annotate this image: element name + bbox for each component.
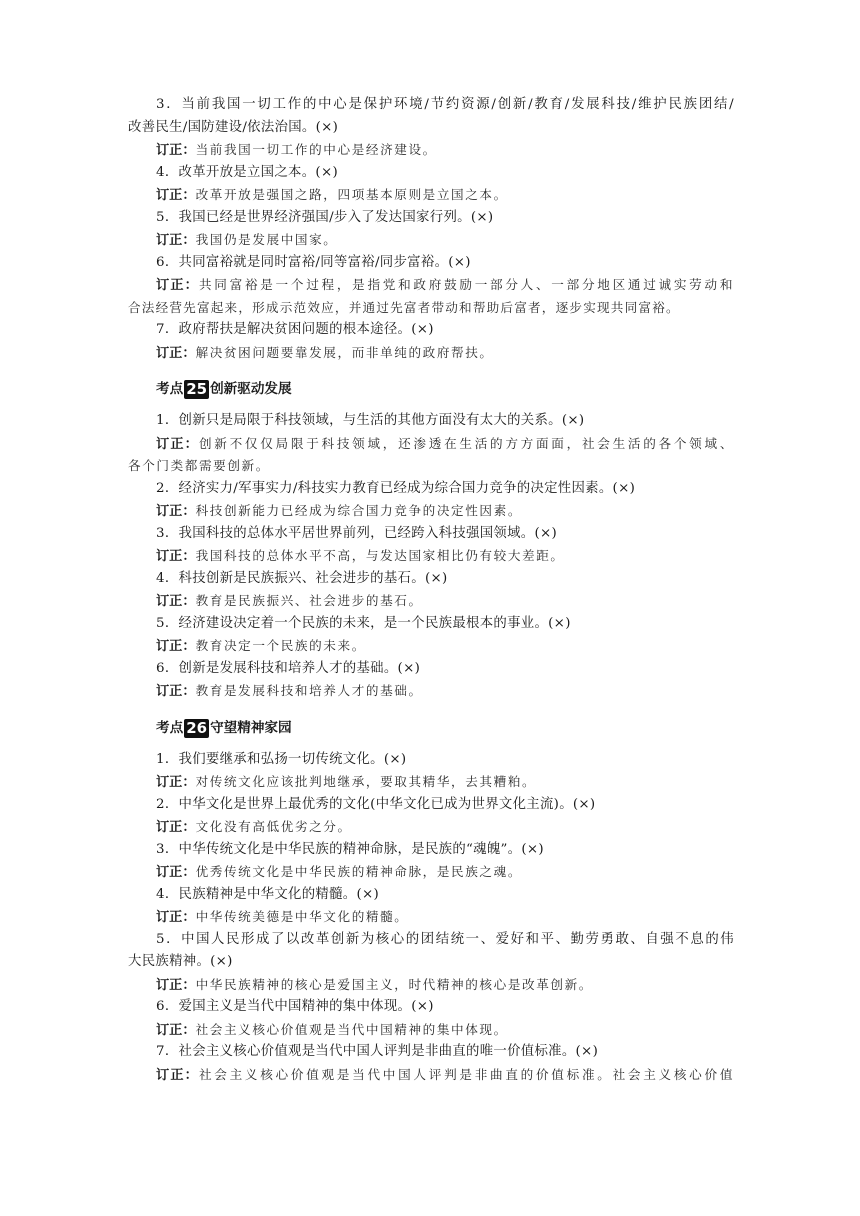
correction-2: 订正：科技创新能力已经成为综合国力竞争的决定性因素。 [156,503,523,519]
correction-label: 订正： [156,345,196,361]
document-page [128,94,734,1086]
correction-4: 订正：改革开放是强国之路，四项基本原则是立国之本。 [156,187,508,203]
question-4: 4．科技创新是民族振兴、社会进步的基石。(×) [156,570,448,586]
question-2: 2．中华文化是世界上最优秀的文化(中华文化已成为世界文化主流)。(×) [156,796,596,812]
question-1: 1．我们要继承和弘扬一切传统文化。(×) [156,751,407,767]
correction-1: 订正：对传统文化应该批判地继承，要取其精华，去其糟粕。 [156,774,537,790]
correction-label: 订正： [156,278,199,293]
correction-label: 订正： [156,1067,199,1083]
correction-label: 订正： [156,233,196,248]
question-3: 3．当前我国一切工作的中心是保护环境/节约资源/创新/教育/发展科技/维护民族团结/ [156,97,734,112]
correction-7: 订正：社会主义核心价值观是当代中国人评判是非曲直的价值标准。社会主义核心价值 [156,1066,734,1083]
section-heading-26: 考点 26 守望精神家园 [156,718,292,737]
correction-5: 订正：教育决定一个民族的未来。 [156,638,366,654]
section-continued [128,94,734,364]
correction-label: 订正： [156,775,196,790]
correction-4: 订正：教育是民族振兴、社会进步的基石。 [156,593,423,609]
correction-6: 订正：社会主义核心价值观是当代中国精神的集中体现。 [156,1021,508,1038]
correction-7: 订正：解决贫困问题要靠发展，而非单纯的政府帮扶。 [156,344,494,361]
question-4: 4．民族精神是中华文化的精髓。(×) [156,886,380,902]
section-26-body [128,749,734,1087]
correction-label: 订正： [156,188,196,203]
question-6: 6．共同富裕就是同时富裕/同等富裕/同步富裕。(×) [156,254,471,270]
correction-3: 订正：我国科技的总体水平不高，与发达国家相比仍有较大差距。 [156,548,565,564]
correction-4: 订正：中华传统美德是中华文化的精髓。 [156,909,409,925]
section-heading-25: 考点 25 创新驱动发展 [156,380,292,398]
correction-label: 订正： [156,910,196,925]
section-25-body [128,410,734,703]
section-number-badge: 25 [186,380,208,398]
correction-label: 订正： [156,143,196,158]
question-3-cont: 改善民生/国防建设/依法治国。(×) [128,119,339,135]
correction-1: 订正：创新不仅仅局限于科技领域，还渗透在生活的方方面面，社会生活的各个领域、 [156,435,734,452]
question-5: 5．中国人民形成了以改革创新为核心的团结统一、爱好和平、勤劳勇敢、自强不息的伟 [156,931,734,947]
correction-label: 订正： [156,977,196,993]
question-6: 6．爱国主义是当代中国精神的集中体现。(×) [156,999,434,1014]
correction-label: 订正： [156,820,196,835]
question-3: 3．中华传统文化是中华民族的精神命脉，是民族的“魂魄”。(×) [156,841,544,857]
question-7: 7．政府帮扶是解决贫困问题的根本途径。(×) [156,322,434,337]
correction-3: 订正：当前我国一切工作的中心是经济建设。 [156,142,437,158]
question-6: 6．创新是发展科技和培养人才的基础。(×) [156,660,421,676]
correction-label: 订正： [156,1022,196,1038]
section-number-badge: 26 [186,718,208,737]
question-3: 3．我国科技的总体水平居世界前列，已经跨入科技强国领域。(×) [156,525,558,541]
question-5-cont: 大民族精神。(×) [128,954,233,969]
correction-6: 订正：教育是发展科技和培养人才的基础。 [156,683,423,699]
correction-3: 订正：优秀传统文化是中华民族的精神命脉，是民族之魂。 [156,864,523,880]
correction-2: 订正：文化没有高低优劣之分。 [156,819,352,835]
question-5: 5．经济建设决定着一个民族的未来，是一个民族最根本的事业。(×) [156,615,571,631]
question-1: 1．创新只是局限于科技领域，与生活的其他方面没有太大的关系。(×) [156,413,585,428]
correction-5: 订正：我国仍是发展中国家。 [156,232,338,248]
correction-6: 订正：共同富裕是一个过程，是指党和政府鼓励一部分人、一部分地区通过诚实劳动和 [156,277,734,293]
correction-6-cont: 合法经营先富起来，形成示范效应，并通过先富者带动和帮助后富者，逐步实现共同富裕。 [128,299,680,315]
correction-label: 订正： [156,504,196,519]
question-4: 4．改革开放是立国之本。(×) [156,164,338,180]
correction-label: 订正： [156,594,196,609]
question-5: 5．我国已经是世界经济强国/步入了发达国家行列。(×) [156,209,494,225]
question-2: 2．经济实力/军事实力/科技实力教育已经成为综合国力竞争的决定性因素。(×) [156,480,636,496]
correction-5: 订正：中华民族精神的核心是爱国主义，时代精神的核心是改革创新。 [156,976,593,993]
correction-label: 订正： [156,436,199,452]
correction-label: 订正： [156,549,196,564]
correction-label: 订正： [156,865,196,880]
correction-label: 订正： [156,639,196,654]
correction-1-cont: 各个门类都需要创新。 [128,458,270,473]
question-7: 7．社会主义核心价值观是当代中国人评判是非曲直的唯一价值标准。(×) [156,1044,599,1059]
correction-label: 订正： [156,684,196,699]
